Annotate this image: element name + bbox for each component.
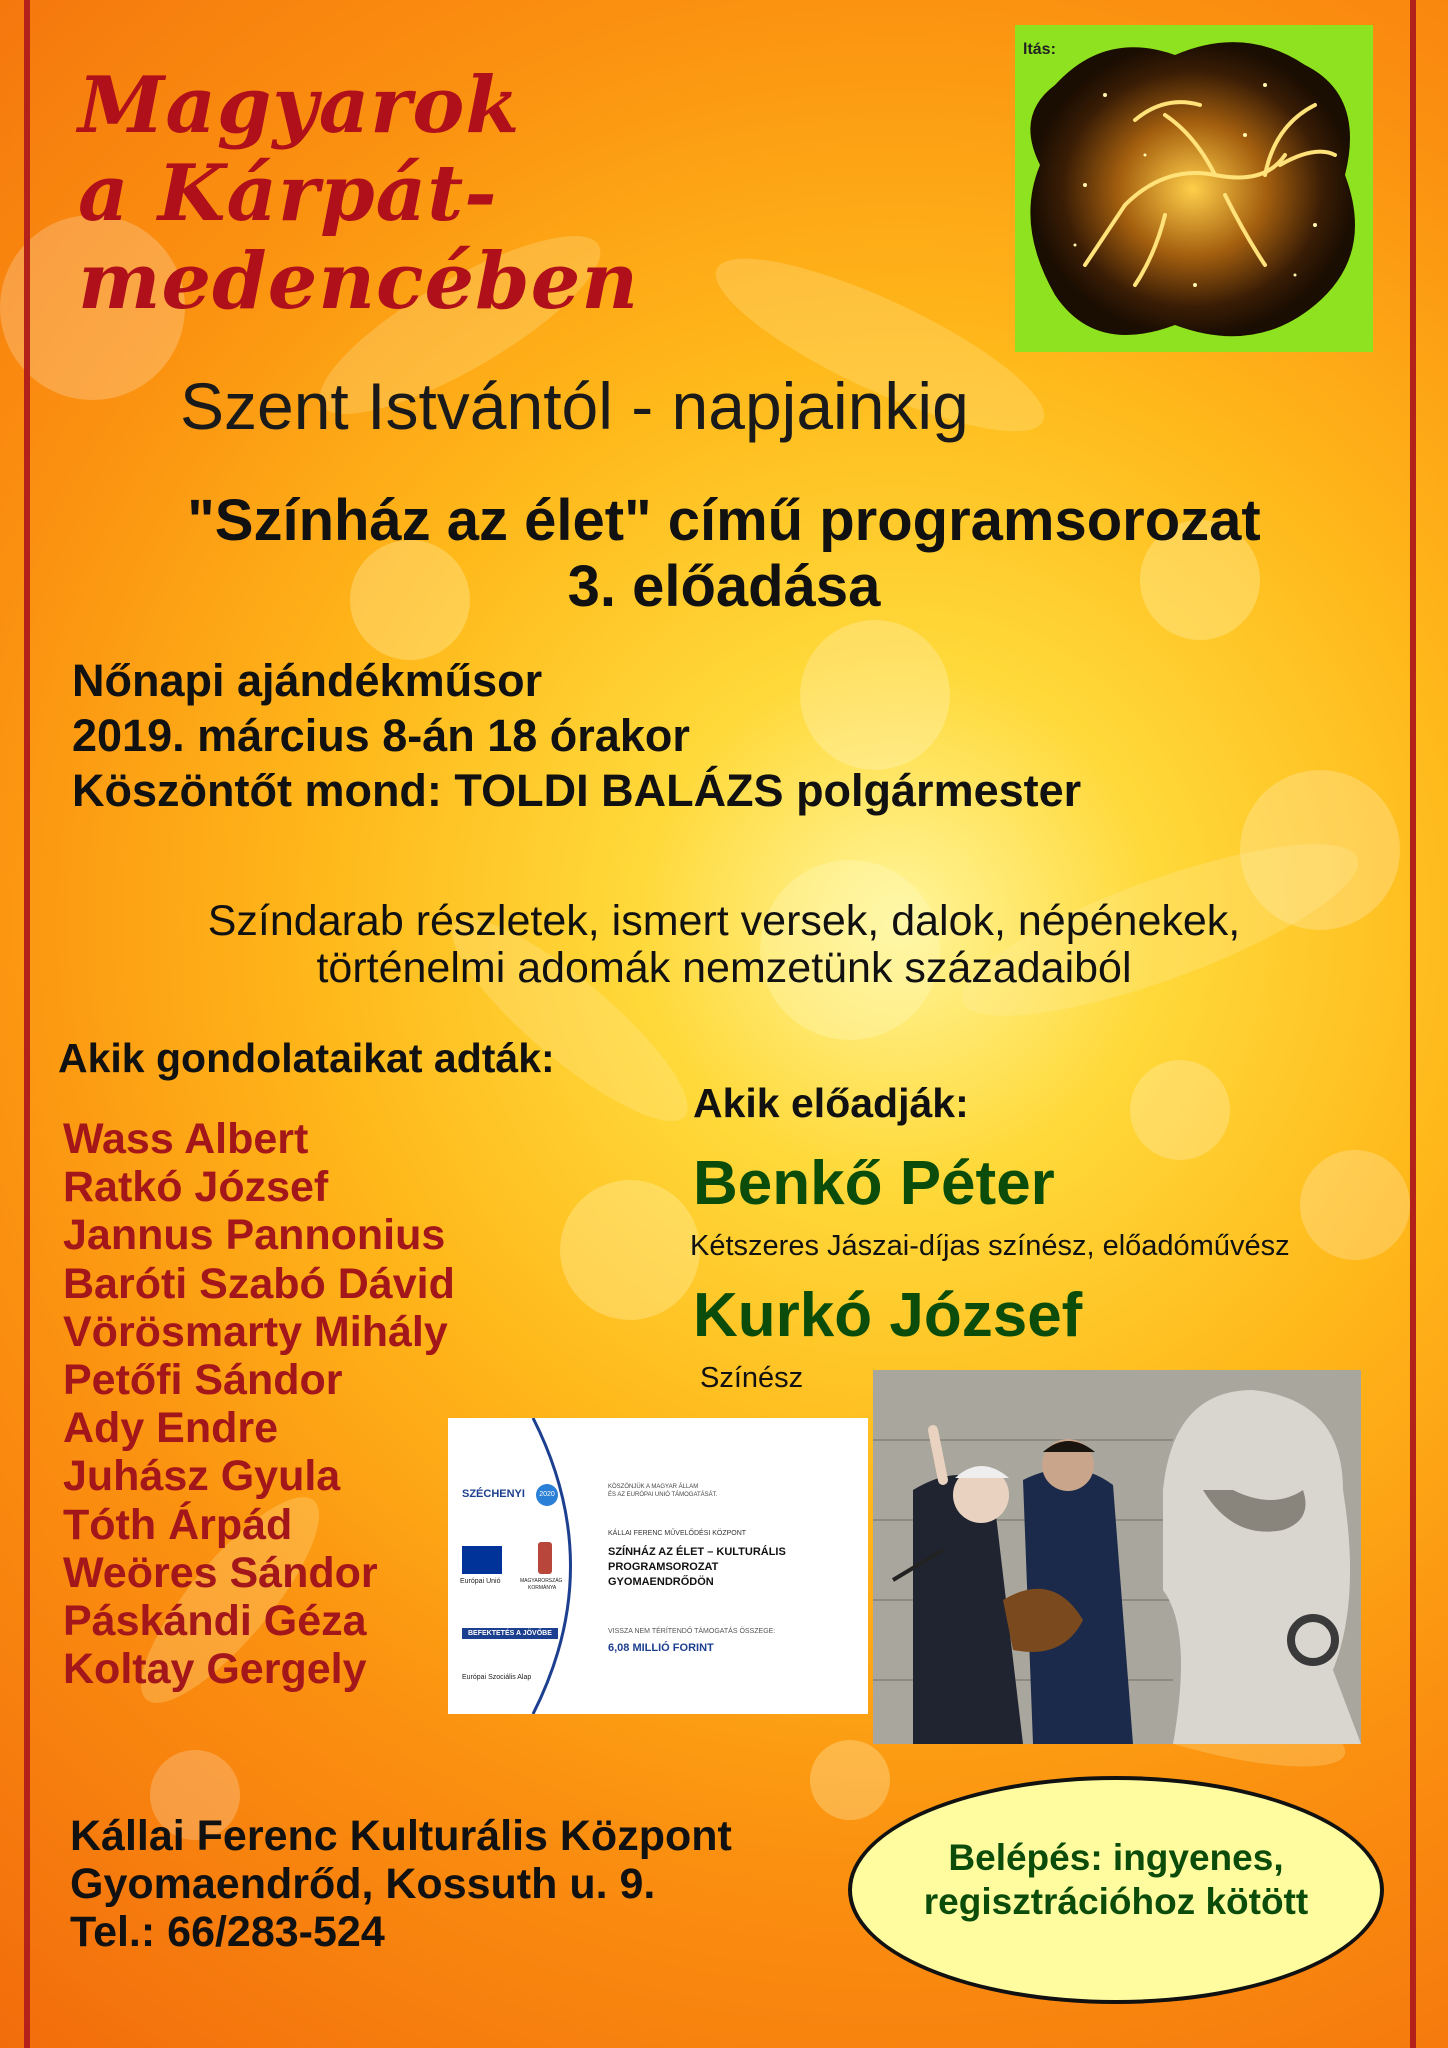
performers-photo-drawing bbox=[873, 1370, 1361, 1744]
main-title-line2: a Kárpát-medencében bbox=[78, 148, 640, 327]
performers-heading: Akik előadják: bbox=[693, 1080, 969, 1126]
entry-line1: Belépés: ingyenes, bbox=[948, 1837, 1284, 1878]
support-amount: 6,08 MILLIÓ FORINT bbox=[608, 1642, 714, 1654]
program-title-line1: "Színház az élet" című programsorozat bbox=[187, 488, 1261, 553]
event-type: Nőnapi ajándékműsor bbox=[72, 655, 543, 706]
emblem-caption: ltás: bbox=[1023, 41, 1056, 58]
event-greeting: Köszöntőt mond: TOLDI BALÁZS polgármester bbox=[72, 765, 1082, 816]
authors-heading: Akik gondolataikat adták: bbox=[58, 1035, 555, 1081]
author-name: Páskándi Géza bbox=[63, 1597, 367, 1646]
author-name: Wass Albert bbox=[63, 1115, 309, 1163]
author-name: Petőfi Sándor bbox=[63, 1356, 343, 1405]
subtitle: Szent Istvántól - napjainkig bbox=[180, 369, 969, 443]
performer-name: Kurkó József bbox=[693, 1281, 1083, 1350]
program-description bbox=[40, 898, 1408, 992]
entry-text bbox=[848, 1836, 1384, 1924]
authors-list bbox=[63, 1115, 455, 1693]
project-title-line1: SZÍNHÁZ AZ ÉLET – KULTURÁLIS bbox=[608, 1546, 786, 1558]
author-name: Koltay Gergely bbox=[63, 1645, 367, 1694]
background-bubble bbox=[800, 620, 950, 770]
author-name: Juhász Gyula bbox=[63, 1452, 341, 1501]
author-name: Weöres Sándor bbox=[63, 1548, 378, 1597]
performer-role: Színész bbox=[700, 1362, 804, 1394]
program-title-line2: 3. előadása bbox=[567, 554, 881, 619]
invest-future-label: BEFEKTETÉS A JÖVŐBE bbox=[462, 1628, 558, 1639]
support-label: VISSZA NEM TÉRÍTENDŐ TÁMOGATÁS ÖSSZEGE: bbox=[608, 1628, 776, 1635]
performer-name: Benkő Péter bbox=[693, 1149, 1055, 1218]
author-name: Ratkó József bbox=[63, 1163, 329, 1212]
performer-role: Kétszeres Jászai-díjas színész, előadóművész bbox=[690, 1230, 1290, 1262]
szechenyi-brand: SZÉCHENYI bbox=[462, 1488, 525, 1500]
program-title bbox=[40, 488, 1408, 620]
hungary-coat-of-arms-icon bbox=[538, 1542, 552, 1574]
description-line1: Színdarab részletek, ismert versek, dalok, népénekek, bbox=[207, 897, 1241, 945]
background-bubble bbox=[560, 1180, 700, 1320]
szechenyi-2020-badge: 2020 bbox=[536, 1484, 558, 1506]
venue-info bbox=[70, 1812, 732, 1956]
venue-name: Kállai Ferenc Kulturális Központ bbox=[70, 1812, 732, 1860]
entry-line2: regisztrációhoz kötött bbox=[923, 1881, 1309, 1922]
author-name: Jannus Pannonius bbox=[63, 1211, 446, 1260]
main-title-line1: Magyarok bbox=[78, 60, 521, 151]
background-bubble bbox=[1130, 1060, 1230, 1160]
frame-line-left bbox=[24, 0, 30, 2048]
eu-label: Európai Unió bbox=[460, 1578, 501, 1585]
sponsor-info-board bbox=[448, 1418, 868, 1714]
stag-emblem-image bbox=[1015, 25, 1373, 352]
golden-stag-icon bbox=[1015, 25, 1373, 352]
venue-phone: Tel.: 66/283-524 bbox=[70, 1908, 385, 1956]
eu-flag-icon bbox=[462, 1546, 502, 1574]
frame-line-right bbox=[1410, 0, 1416, 2048]
project-title-line3: GYOMAENDRŐDÖN bbox=[608, 1576, 714, 1588]
author-name: Ady Endre bbox=[63, 1404, 279, 1453]
thanks-line2: ÉS AZ EURÓPAI UNIÓ TÁMOGATÁSÁT. bbox=[608, 1492, 718, 1498]
author-name: Vörösmarty Mihály bbox=[63, 1307, 448, 1356]
venue-address: Gyomaendrőd, Kossuth u. 9. bbox=[70, 1860, 656, 1908]
thanks-line1: KÖSZÖNJÜK A MAGYAR ÁLLAM bbox=[608, 1484, 699, 1490]
background-bubble bbox=[1300, 1150, 1410, 1260]
main-title bbox=[78, 62, 1008, 326]
description-line2: történelmi adomák nemzetünk századaiból bbox=[316, 944, 1132, 992]
event-date: 2019. március 8-án 18 órakor bbox=[72, 710, 690, 761]
organizer-name: KÁLLAI FERENC MŰVELŐDÉSI KÖZPONT bbox=[608, 1530, 747, 1537]
social-fund-label: Európai Szociális Alap bbox=[462, 1674, 532, 1681]
author-name: Tóth Árpád bbox=[63, 1500, 293, 1549]
performers-photo bbox=[873, 1370, 1361, 1744]
project-title-line2: PROGRAMSOROZAT bbox=[608, 1561, 719, 1573]
author-name: Baróti Szabó Dávid bbox=[63, 1259, 455, 1308]
background-bubble bbox=[810, 1740, 890, 1820]
government-label-line1: MAGYARORSZÁG bbox=[520, 1578, 563, 1584]
government-label-line2: KORMÁNYA bbox=[528, 1585, 557, 1591]
